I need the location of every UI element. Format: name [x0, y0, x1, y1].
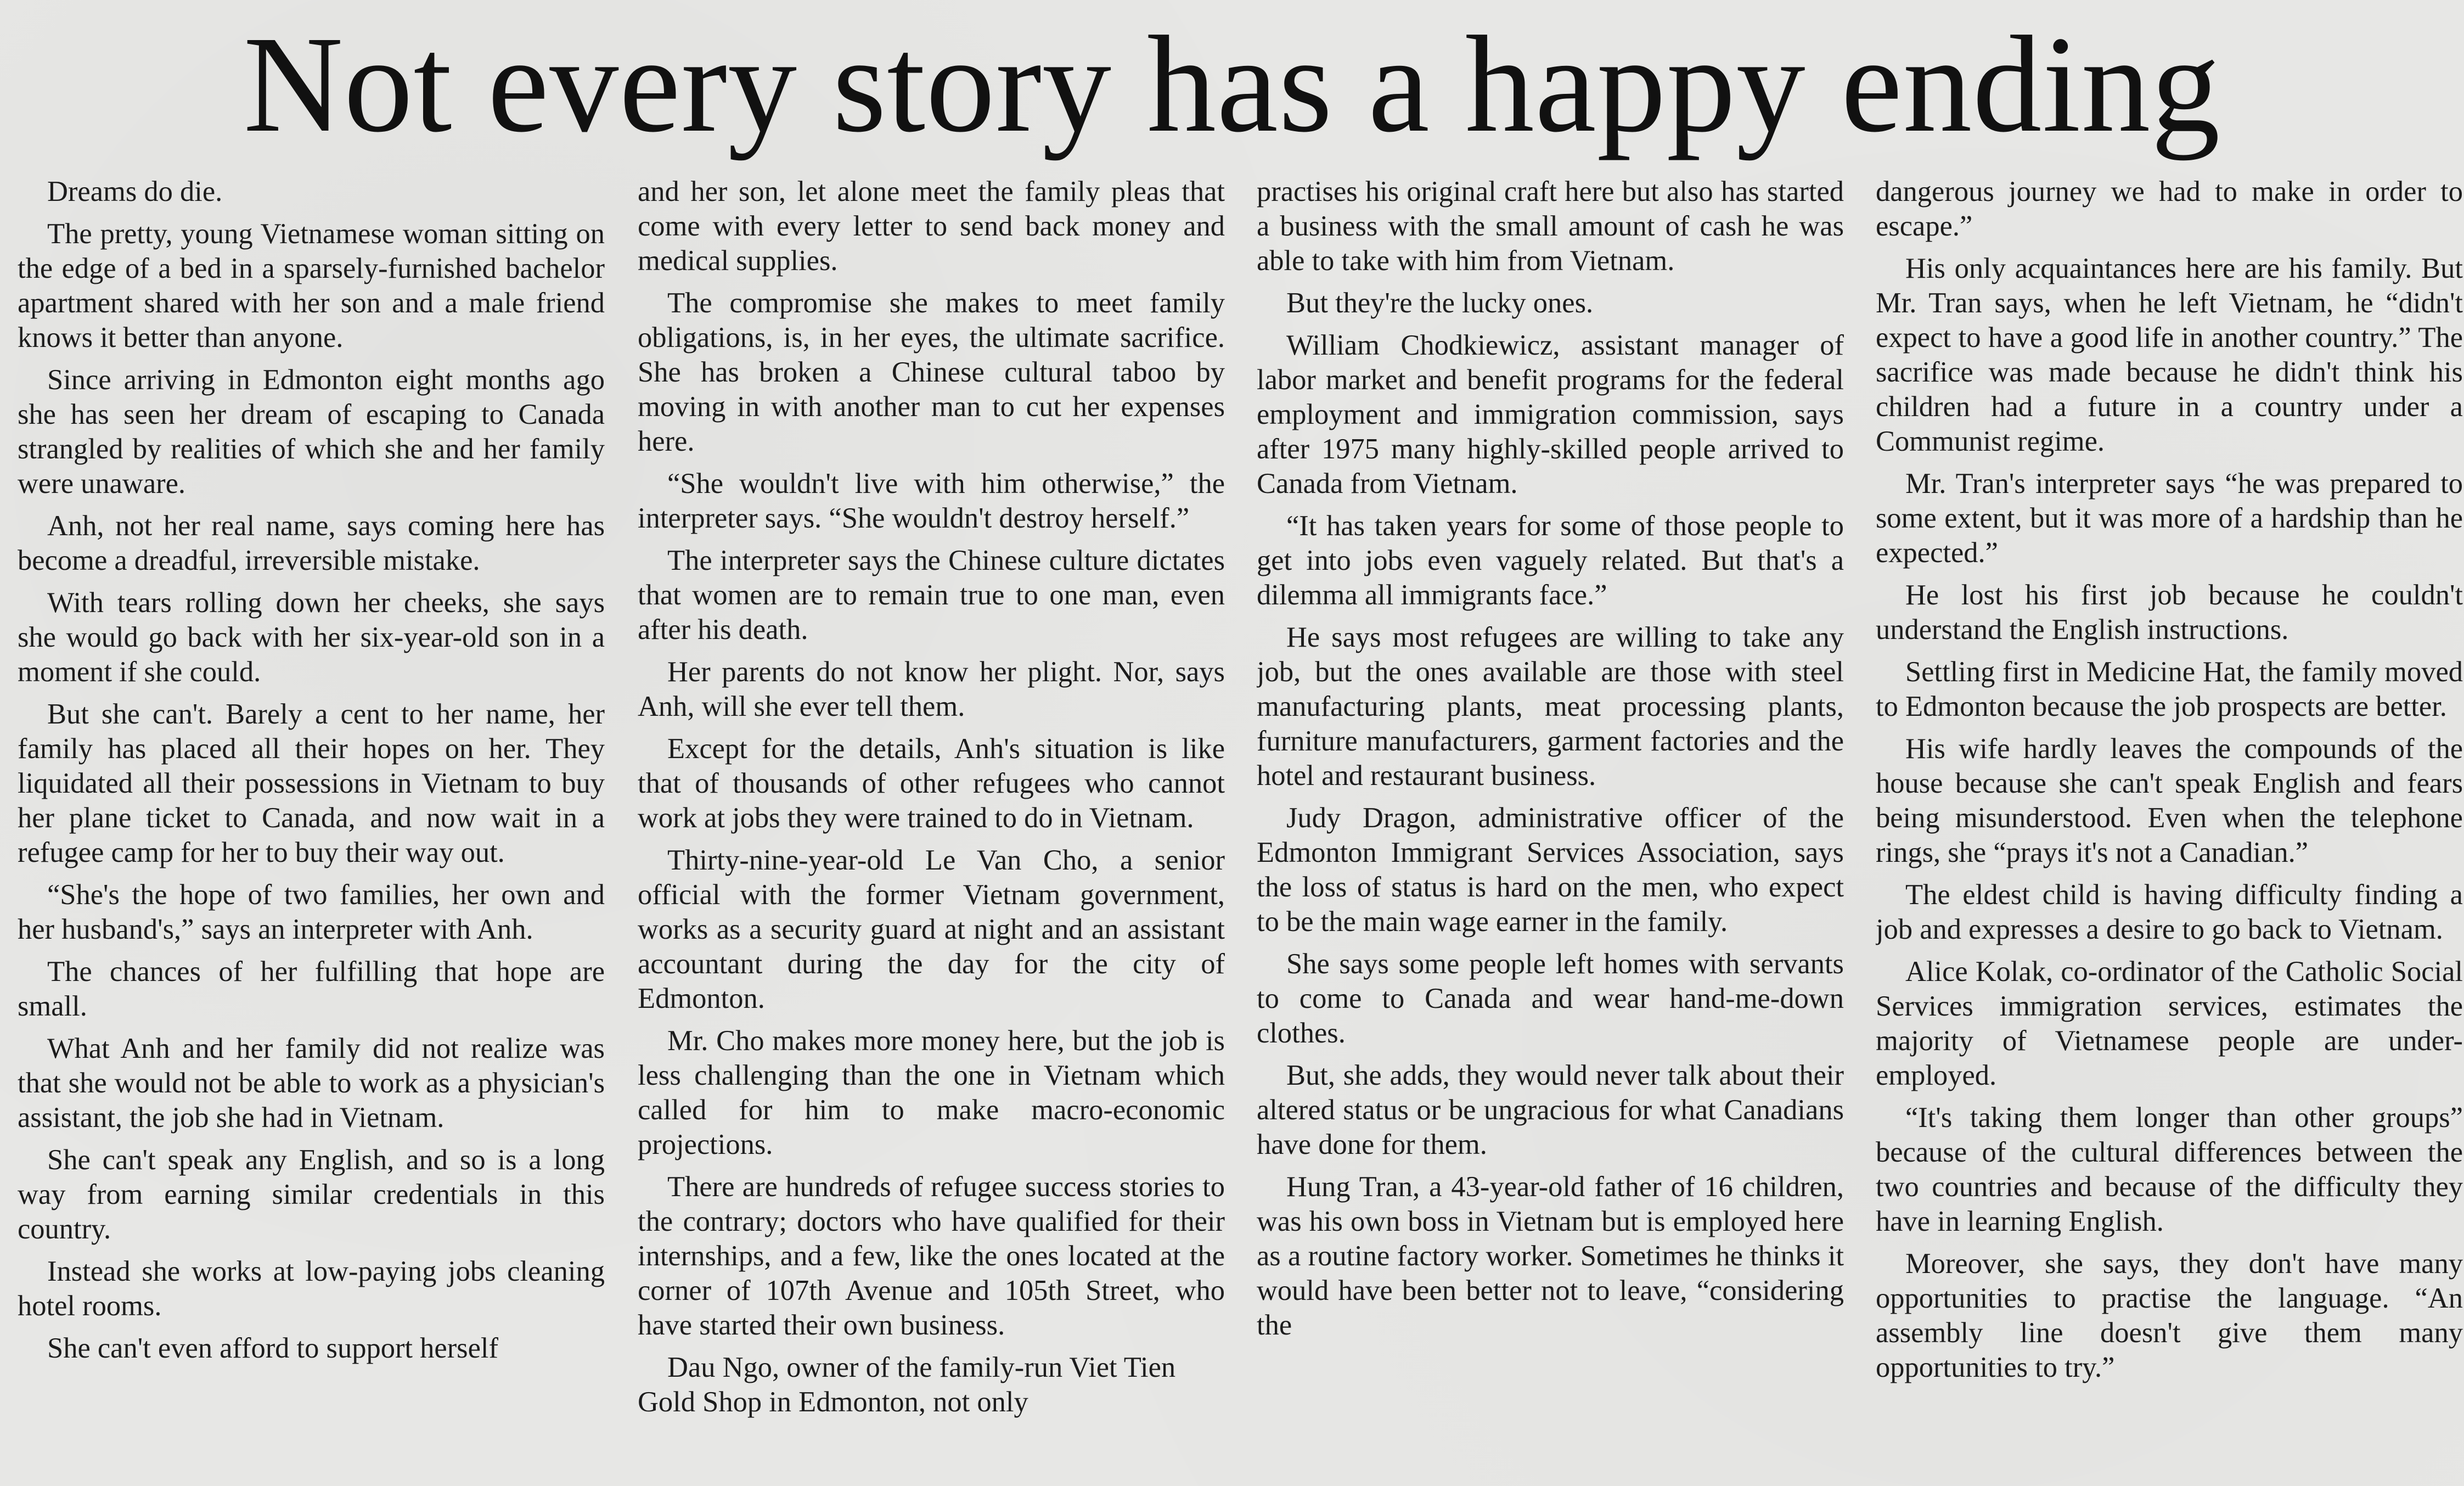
- paragraph: He lost his first job because he couldn't understand the English instructions.: [1876, 579, 2463, 646]
- paragraph: The chances of her fulfilling that hope are small.: [18, 956, 605, 1022]
- paragraph: Dreams do die.: [47, 176, 223, 208]
- paragraph: Moreover, she says, they don't have many opportunities to practise the language. “An assembly line doesn't give them many opportunities to try.”: [1876, 1248, 2463, 1383]
- paragraph: But she can't. Barely a cent to her name, her family has placed all their hopes on her. They liquidated all their possessions in Vietnam to buy her plane ticket to Canada, and now wait in a refugee camp for her to buy their way out.: [18, 698, 605, 868]
- paragraph: “She's the hope of two families, her own and her husband's,” says an interpreter with Anh.: [18, 879, 605, 945]
- paragraph: He says most refugees are willing to take any job, but the ones available are those with steel manufacturing plants, meat processing plants, furniture manufacturers, garment factories and the hotel and restaurant business.: [1257, 621, 1844, 792]
- paragraph: But, she adds, they would never talk about their altered status or be ungracious for what Canadians have done for them.: [1257, 1059, 1844, 1160]
- paragraph: His wife hardly leaves the compounds of the house because she can't speak English and fears being misunderstood. Even when the telephone rings, she “prays it's not a Canadian.”: [1876, 733, 2463, 868]
- paragraph: Mr. Tran's interpreter says “he was prepared to some extent, but it was more of a hardship than he expected.”: [1876, 468, 2463, 569]
- paragraph: Settling first in Medicine Hat, the family moved to Edmonton because the job prospects are better.: [1876, 656, 2463, 722]
- paragraph: Thirty-nine-year-old Le Van Cho, a senior official with the former Vietnam government, works as a security guard at night and an assistant accountant during the day for the city of Edmonton.: [638, 844, 1225, 1014]
- paragraph: Hung Tran, a 43-year-old father of 16 children, was his own boss in Vietnam but is employed here as a routine factory worker. Sometimes he thinks it would have been better not to leave, “considering the: [1257, 1171, 1844, 1341]
- paragraph: dangerous journey we had to make in order to escape.”: [1876, 176, 2463, 242]
- article-column-1: [18, 175, 605, 1470]
- paragraph: With tears rolling down her cheeks, she says she would go back with her six-year-old son in a moment if she could.: [18, 587, 605, 688]
- paragraph: “It has taken years for some of those people to get into jobs even vaguely related. But that's a dilemma all immigrants face.”: [1257, 510, 1844, 611]
- paragraph: Judy Dragon, administrative officer of the Edmonton Immigrant Services Association, says the loss of status is hard on the men, who expect to be the main wage earner in the family.: [1257, 802, 1844, 938]
- article-column-4: [1876, 175, 2463, 1470]
- paragraph: But they're the lucky ones.: [1286, 287, 1594, 319]
- paragraph: There are hundreds of refugee success stories to the contrary; doctors who have qualified for their internships, and a few, like the ones located at the corner of 107th Avenue and 105th Street, who have started their own business.: [638, 1171, 1225, 1341]
- paragraph: Alice Kolak, co-ordinator of the Catholic Social Services immigration services, estimates the majority of Vietnamese people are under-employed.: [1876, 956, 2463, 1091]
- paragraph: The interpreter says the Chinese culture dictates that women are to remain true to one man, even after his death.: [638, 545, 1225, 646]
- paragraph: The eldest child is having difficulty finding a job and expresses a desire to go back to Vietnam.: [1876, 879, 2463, 945]
- paragraph: Anh, not her real name, says coming here has become a dreadful, irreversible mistake.: [18, 510, 605, 576]
- paragraph: “She wouldn't live with him otherwise,” the interpreter says. “She wouldn't destroy herself.”: [638, 468, 1225, 534]
- paragraph: The compromise she makes to meet family obligations, is, in her eyes, the ultimate sacrifice. She has broken a Chinese cultural taboo by moving in with another man to cut her expenses here.: [638, 287, 1225, 457]
- paragraph: She says some people left homes with servants to come to Canada and wear hand-me-down clothes.: [1257, 948, 1844, 1049]
- paragraph: “It's taking them longer than other groups” because of the cultural differences between the two countries and because of the difficulty they have in learning English.: [1876, 1102, 2463, 1237]
- paragraph: Dau Ngo, owner of the family-run Viet Tien Gold Shop in Edmonton, not only: [638, 1352, 1176, 1418]
- paragraph: Except for the details, Anh's situation is like that of thousands of other refugees who cannot work at jobs they were trained to do in Vietnam.: [638, 733, 1225, 834]
- paragraph: William Chodkiewicz, assistant manager of labor market and benefit programs for the federal employment and immigration commission, says after 1975 many highly-skilled people arrived to Canada from Vietnam.: [1257, 329, 1844, 500]
- article-column-3: [1257, 175, 1844, 1470]
- paragraph: What Anh and her family did not realize was that she would not be able to work as a physician's assistant, the job she had in Vietnam.: [18, 1033, 605, 1134]
- paragraph: and her son, let alone meet the family pleas that come with every letter to send back money and medical supplies.: [638, 176, 1225, 277]
- paragraph: Her parents do not know her plight. Nor, says Anh, will she ever tell them.: [638, 656, 1225, 722]
- paragraph: Mr. Cho makes more money here, but the job is less challenging than the one in Vietnam which called for him to make macro-economic projections.: [638, 1025, 1225, 1160]
- headline: Not every story has a happy ending: [243, 7, 2221, 161]
- paragraph: Since arriving in Edmonton eight months ago she has seen her dream of escaping to Canada strangled by realities of which she and her family were unaware.: [18, 364, 605, 500]
- paragraph: She can't even afford to support herself: [47, 1332, 498, 1364]
- paragraph: Instead she works at low-paying jobs cleaning hotel rooms.: [18, 1255, 605, 1322]
- paragraph: His only acquaintances here are his family. But Mr. Tran says, when he left Vietnam, he “didn't expect to have a good life in another country.” The sacrifice was made because he didn't think his children had a future in a country under a Communist regime.: [1876, 253, 2463, 457]
- paragraph: She can't speak any English, and so is a long way from earning similar credentials in this country.: [18, 1144, 605, 1245]
- paragraph: The pretty, young Vietnamese woman sitting on the edge of a bed in a sparsely-furnished bachelor apartment shared with her son and a male friend knows it better than anyone.: [18, 218, 605, 354]
- article-column-2: [638, 175, 1225, 1470]
- paragraph: practises his original craft here but also has started a business with the small amount of cash he was able to take with him from Vietnam.: [1257, 176, 1844, 277]
